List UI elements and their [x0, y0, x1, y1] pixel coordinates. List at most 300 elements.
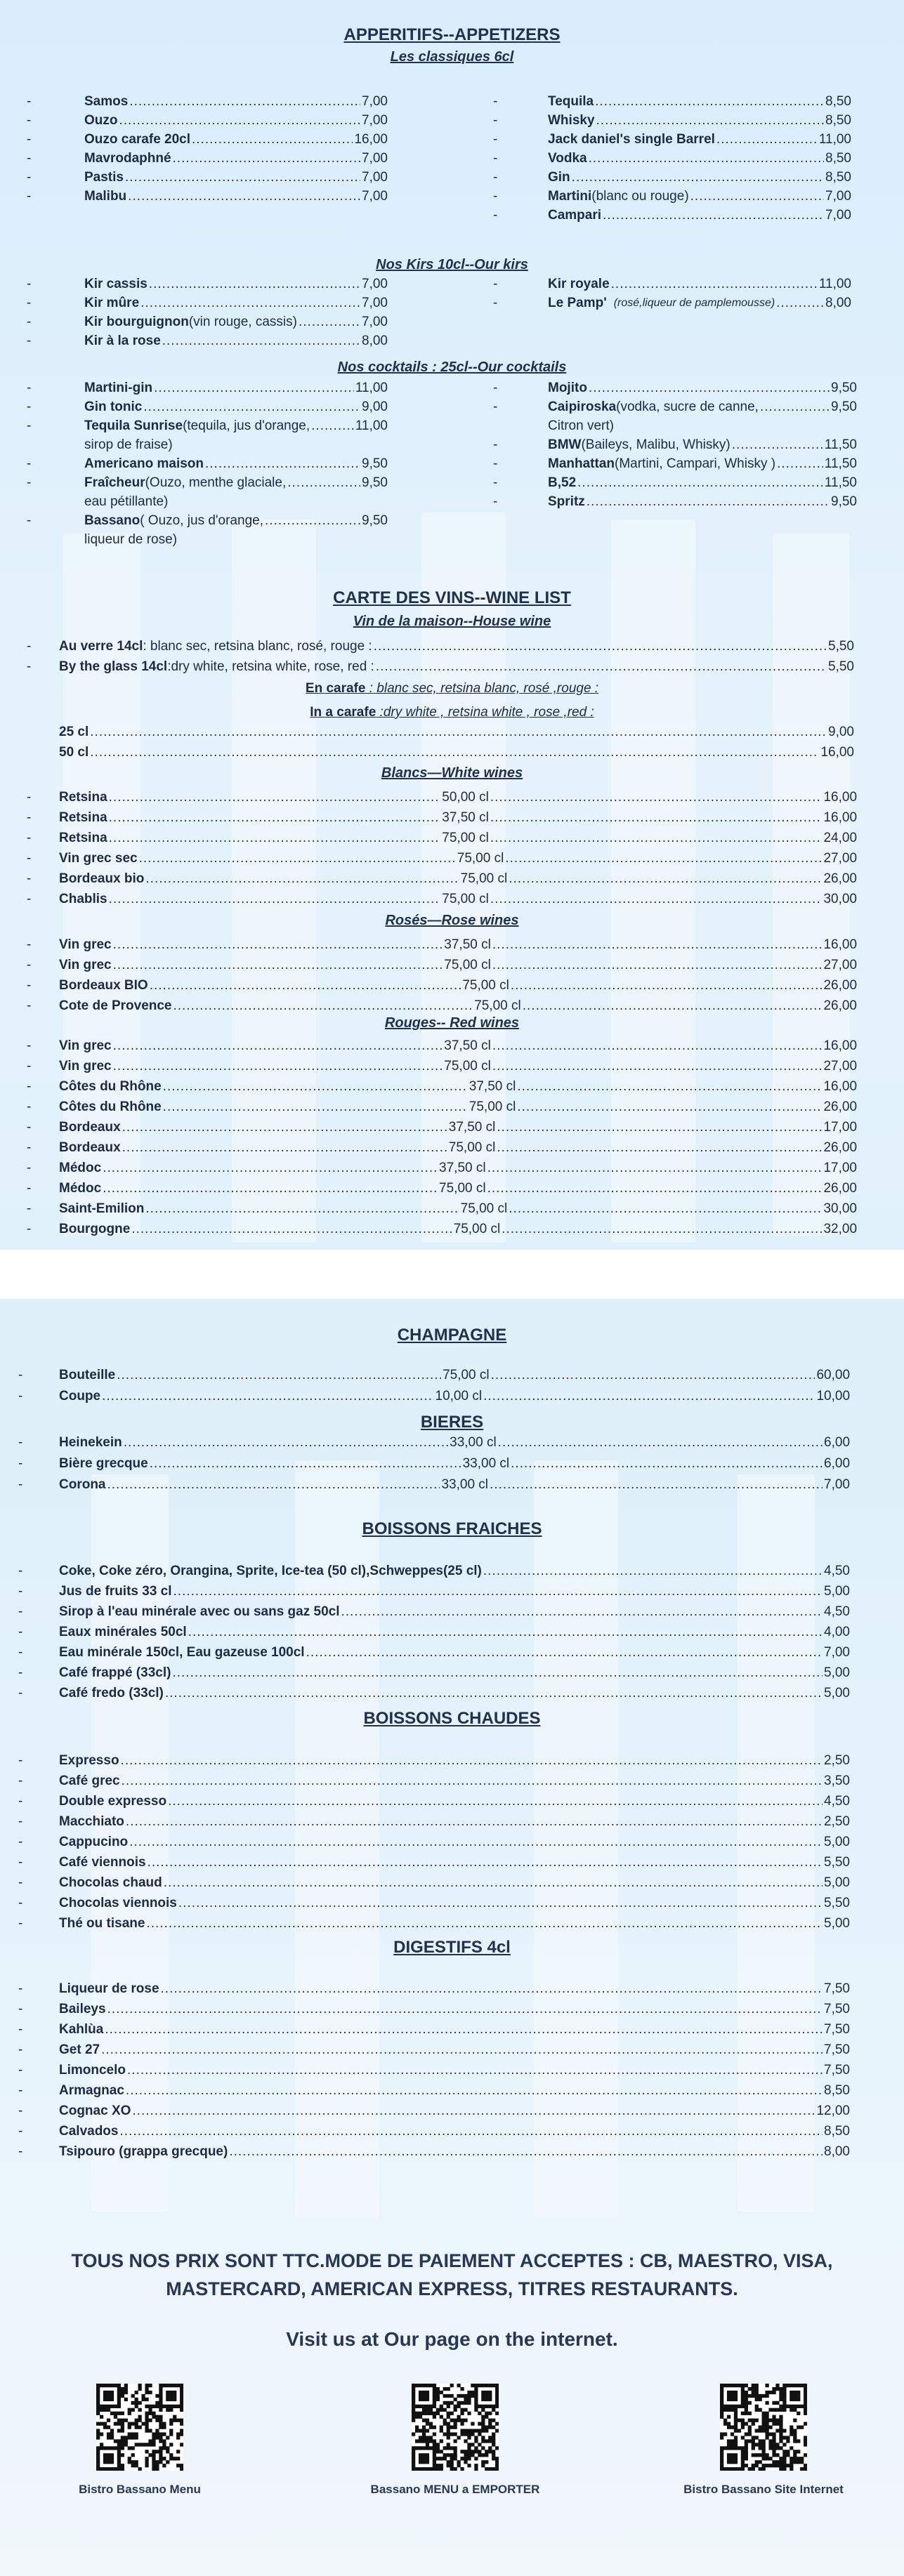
wine-title: CARTE DES VINS--WINE LIST [333, 588, 571, 607]
dot-leader [90, 723, 827, 741]
item-price: 5,50 [824, 1896, 850, 1910]
item-desc: (tequila, jus d'orange, [183, 418, 310, 433]
dot-leader [306, 1644, 823, 1662]
item-name: Côtes du Rhône [59, 1079, 162, 1094]
menu-row [59, 2122, 850, 2141]
menu-row [59, 1159, 857, 1177]
item-price: 9,50 [362, 513, 388, 528]
item-desc: ( Ouzo, jus d'orange, [140, 513, 263, 528]
dot-leader [603, 206, 824, 225]
item-price: 8,50 [825, 94, 851, 109]
item-name: Expresso [59, 1753, 119, 1768]
row-dash: - [493, 151, 498, 166]
dot-leader [502, 1220, 822, 1239]
carafe-fr-line [0, 680, 904, 698]
item-name: 50 cl [59, 745, 89, 760]
menu-row [548, 455, 857, 473]
row-dash: - [27, 871, 32, 886]
visit-line: Visit us at Our page on the internet. [286, 2328, 618, 2350]
dot-leader [311, 417, 354, 435]
item-name: Saint-Emilion [59, 1201, 145, 1216]
menu-row [59, 744, 854, 762]
row-dash: - [18, 1456, 23, 1471]
item-name: Vin grec sec [59, 851, 138, 866]
whites-subtitle: Blancs—White wines [381, 765, 523, 781]
row-dash: - [493, 437, 498, 452]
item-name: Heinekein [59, 1435, 122, 1450]
row-dash: - [493, 208, 498, 223]
dot-leader [490, 1476, 823, 1494]
dot-leader [572, 169, 824, 187]
item-price: 16,00 [823, 937, 858, 952]
menu-row [59, 936, 857, 954]
item-price: 11,00 [818, 277, 851, 291]
beers-title: BIERES [420, 1413, 484, 1432]
item-size: 37,50 cl [442, 810, 489, 825]
item-name: By the glass 14cl [59, 659, 168, 674]
carafe-en-label: In a carafe [310, 705, 376, 720]
row-dash: - [18, 1896, 23, 1910]
dot-leader [511, 977, 823, 995]
menu-row [84, 332, 388, 350]
menu-row [84, 474, 388, 492]
item-size: 75,00 cl [444, 958, 491, 972]
qr-code-website[interactable] [720, 2384, 807, 2471]
menu-row [84, 455, 388, 473]
qr-code-menu[interactable] [96, 2384, 183, 2471]
row-dash: - [18, 1604, 23, 1619]
item-size: 33,00 cl [441, 1477, 489, 1492]
dot-leader [490, 788, 823, 807]
item-price: 5,00 [824, 1584, 850, 1599]
menu-row [59, 809, 857, 827]
dot-leader [229, 2143, 823, 2161]
dot-leader [90, 744, 819, 762]
item-name: Tequila [548, 94, 594, 109]
item-name: Bassano [84, 513, 140, 528]
dot-leader [490, 809, 823, 827]
item-name: Bordeaux [59, 1140, 121, 1155]
dot-leader [716, 131, 818, 149]
item-price: 7,50 [824, 2002, 850, 2016]
dot-leader [517, 1098, 822, 1116]
house-wine-subtitle: Vin de la maison--House wine [353, 614, 551, 629]
item-price: 24,00 [823, 831, 858, 845]
item-price: 5,00 [824, 1916, 850, 1931]
menu-row [59, 1200, 857, 1218]
item-price: 17,00 [823, 1120, 858, 1135]
item-price: 7,00 [362, 315, 388, 329]
item-price: 8,50 [825, 151, 851, 166]
dot-leader [498, 1434, 823, 1452]
payment-line-1: TOUS NOS PRIX SONT TTC.MODE DE PAIEMENT ACCEPTES : CB, MAESTRO, VISA, [71, 2250, 833, 2271]
dot-leader [122, 1139, 447, 1157]
item-note: : blanc sec, retsina blanc, rosé, rouge : [143, 639, 372, 654]
row-dash: - [27, 418, 32, 433]
menu-row [548, 187, 851, 206]
dot-leader [113, 936, 443, 954]
menu-row [59, 1833, 850, 1851]
dot-leader [117, 1366, 441, 1385]
dot-leader [265, 512, 360, 530]
item-desc: (Ouzo, menthe glaciale, [145, 475, 287, 490]
item-price: 27,00 [823, 851, 858, 866]
item-size: 75,00 cl [442, 892, 489, 906]
item-price: 16,00 [823, 1079, 858, 1094]
row-dash: - [18, 1368, 23, 1382]
item-name: Ouzo carafe 20cl [84, 132, 191, 147]
item-name: Liqueur de rose [59, 1981, 159, 1996]
row-dash: - [27, 189, 32, 204]
cold-drinks-title: BOISSONS FRAICHES [362, 1519, 542, 1538]
qr-label-takeaway: Bassano MENU a EMPORTER [370, 2483, 540, 2496]
menu-row [59, 829, 857, 847]
menu-row [84, 112, 388, 130]
item-price: 5,00 [824, 1686, 850, 1700]
dot-leader [341, 1603, 823, 1621]
dot-leader [105, 2021, 823, 2039]
item-desc-line2: sirop de fraise) [84, 437, 173, 452]
menu-row [59, 1980, 850, 1998]
item-note: (rosé,liqueur de pamplemousse) [613, 297, 775, 309]
item-name: Ouzo [84, 113, 118, 128]
item-name: BMW [548, 437, 582, 452]
item-size: 75,00 cl [443, 1368, 490, 1382]
dot-leader [577, 474, 823, 492]
item-price: 4,50 [824, 1604, 850, 1619]
item-size: 75,00 cl [442, 831, 489, 845]
item-price: 9,50 [362, 475, 388, 490]
menu-row [84, 294, 388, 312]
item-note: (vin rouge, cassis) [188, 315, 297, 329]
dot-leader [374, 638, 827, 656]
item-name: Bordeaux [59, 1120, 121, 1135]
menu-row [84, 275, 388, 293]
item-size: 33,00 cl [462, 1456, 510, 1471]
row-dash: - [18, 1753, 23, 1768]
item-name: Eaux minérales 50cl [59, 1625, 187, 1639]
row-dash: - [18, 1774, 23, 1788]
item-desc: (vodka, sucre de canne, [616, 399, 759, 414]
item-size: 10,00 cl [435, 1389, 483, 1403]
menu-row [59, 1664, 850, 1682]
menu-row [84, 169, 388, 187]
dot-leader [119, 2122, 823, 2141]
item-price: 17,00 [823, 1161, 857, 1175]
dot-leader [124, 1434, 448, 1452]
dot-leader [173, 997, 473, 1015]
dot-leader [492, 1037, 823, 1055]
menu-row [548, 169, 851, 187]
dot-leader [113, 1057, 443, 1076]
row-dash: - [18, 1645, 23, 1660]
item-price: 5,50 [828, 639, 854, 654]
carafe-en-line [0, 704, 904, 722]
menu-row [59, 2082, 850, 2100]
item-price: 16,00 [823, 810, 858, 825]
row-dash: - [27, 639, 32, 654]
item-name: Macchiato [59, 1814, 124, 1829]
row-dash: - [493, 189, 498, 204]
dot-leader [128, 187, 360, 206]
dot-leader [376, 658, 827, 676]
menu-row [84, 417, 388, 435]
row-dash: - [27, 381, 32, 395]
qr-code-icon [720, 2384, 807, 2471]
menu-row [84, 512, 388, 530]
menu-row [59, 1874, 850, 1892]
item-name: Sirop à l'eau minérale avec ou sans gaz 50cl [59, 1604, 340, 1619]
dot-leader [483, 1387, 815, 1406]
item-name: Côtes du Rhône [59, 1099, 162, 1114]
item-name: Campari [548, 208, 602, 223]
item-price: 9,50 [362, 456, 388, 471]
dot-leader [178, 1894, 823, 1913]
item-name: Limoncelo [59, 2063, 126, 2078]
item-size: 75,00 cl [457, 851, 504, 866]
item-name: Jack daniel's single Barrel [548, 132, 715, 147]
cocktails-subtitle: Nos cocktails : 25cl--Our cocktails [337, 359, 567, 375]
row-dash: - [27, 399, 32, 414]
row-dash: - [18, 1686, 23, 1700]
menu-row [84, 93, 388, 111]
row-dash: - [18, 2144, 23, 2159]
item-name: Bouteille [59, 1368, 116, 1382]
dot-leader [192, 131, 353, 149]
dot-leader [492, 936, 823, 954]
item-price: 7,00 [824, 1645, 850, 1660]
dot-leader [490, 829, 823, 847]
menu-row [59, 638, 854, 656]
menu-row [84, 150, 388, 168]
digestifs-title: DIGESTIFS 4cl [393, 1938, 511, 1957]
item-price: 16,00 [823, 790, 858, 805]
dot-leader [149, 275, 360, 293]
item-size: 33,00 cl [450, 1435, 497, 1450]
row-dash: - [493, 277, 498, 291]
dot-leader [509, 1200, 822, 1218]
row-dash: - [27, 132, 32, 147]
item-name: Chocolas chaud [59, 1875, 162, 1890]
item-name: Coupe [59, 1389, 101, 1403]
item-price: 8,00 [362, 333, 388, 348]
dot-leader [154, 379, 354, 397]
menu-row [59, 1078, 857, 1096]
dot-leader [164, 1874, 823, 1892]
item-name: Cote de Provence [59, 998, 172, 1013]
item-price: 7,00 [362, 113, 388, 128]
dot-leader [140, 294, 360, 312]
dot-leader [487, 1159, 823, 1177]
item-price: 27,00 [823, 958, 858, 972]
row-dash: - [27, 1161, 32, 1175]
item-name: Kahlùa [59, 2022, 104, 2037]
menu-row [59, 723, 854, 741]
menu-row [59, 1139, 857, 1157]
menu-row [59, 1118, 857, 1137]
item-desc: (Baileys, Malibu, Whisky) [581, 437, 731, 452]
item-price: 27,00 [823, 1059, 858, 1074]
menu-row [548, 474, 857, 492]
item-name: Café viennois [59, 1855, 146, 1870]
item-price: 30,00 [823, 1201, 857, 1216]
dot-leader [492, 1057, 823, 1076]
item-price: 4,00 [824, 1625, 850, 1639]
item-name: Americano maison [84, 456, 204, 471]
row-dash: - [27, 1099, 32, 1114]
item-desc-line2: Citron vert) [548, 418, 614, 433]
row-dash: - [27, 1079, 32, 1094]
item-price: 5,50 [828, 659, 854, 674]
dot-leader [299, 313, 360, 331]
menu-row [59, 2000, 850, 2019]
dot-leader [165, 1684, 823, 1703]
row-dash: - [27, 1059, 32, 1074]
item-size: 37,50 cl [444, 1038, 491, 1053]
dot-leader [163, 1098, 468, 1116]
menu-row [59, 977, 857, 995]
menu-row [59, 997, 857, 1015]
item-name: Vin grec [59, 937, 112, 952]
dot-leader [776, 294, 824, 312]
row-dash: - [27, 296, 32, 310]
item-name: Retsina [59, 790, 107, 805]
item-price: 26,00 [823, 1140, 858, 1155]
qr-code-takeaway[interactable] [412, 2384, 499, 2471]
dot-leader [145, 870, 459, 888]
item-price: 7,00 [362, 94, 388, 109]
row-dash: - [493, 475, 498, 490]
item-name: Kir cassis [84, 277, 148, 291]
row-dash: - [18, 1916, 23, 1931]
item-name: Caipiroska [548, 399, 617, 414]
row-dash: - [27, 659, 32, 674]
item-price: 12,00 [816, 2103, 850, 2118]
item-desc-line2: liqueur de rose) [84, 532, 178, 547]
dot-leader [589, 150, 824, 168]
item-name: Samos [84, 94, 129, 109]
row-dash: - [27, 170, 32, 185]
dot-leader [102, 1387, 433, 1406]
item-price: 7,00 [825, 208, 851, 223]
item-name: Baileys [59, 2002, 106, 2016]
menu-row [84, 187, 388, 206]
item-price: 26,00 [823, 1099, 858, 1114]
row-dash: - [18, 1389, 23, 1403]
dot-leader [103, 1180, 438, 1198]
item-name: Get 27 [59, 2042, 100, 2057]
row-dash: - [27, 851, 32, 866]
item-name: Corona [59, 1477, 106, 1492]
item-name: Bordeaux bio [59, 871, 145, 886]
item-price: 32,00 [823, 1222, 858, 1236]
row-dash: - [493, 94, 498, 109]
row-dash: - [493, 399, 498, 414]
item-size: 75,00 cl [460, 871, 508, 886]
item-price: 7,00 [362, 189, 388, 204]
item-name: Le Pamp' [548, 296, 607, 310]
item-price: 7,00 [362, 296, 388, 310]
item-size: 75,00 cl [460, 1201, 508, 1216]
item-size: 75,00 cl [439, 1181, 486, 1196]
menu-row [59, 1583, 850, 1601]
row-dash: - [18, 1625, 23, 1639]
menu-row [548, 436, 857, 454]
item-name: Tequila Sunrise [84, 418, 183, 433]
row-dash: - [18, 2002, 23, 2016]
dot-leader [483, 1562, 823, 1580]
item-price: 11,00 [818, 132, 851, 147]
item-name: Eau minérale 150cl, Eau gazeuse 100cl [59, 1645, 305, 1660]
item-price: 10,00 [816, 1389, 851, 1403]
qr-code-icon [412, 2384, 499, 2471]
dot-leader [109, 890, 441, 909]
row-dash: - [27, 937, 32, 952]
menu-row [548, 379, 857, 397]
item-name: Cognac XO [59, 2103, 131, 2118]
menu-row [59, 2021, 850, 2039]
item-name: Calvados [59, 2124, 119, 2139]
menu-row [59, 1366, 850, 1385]
menu-row [59, 1854, 850, 1872]
item-price: 7,00 [825, 189, 851, 204]
dot-leader [188, 1623, 823, 1642]
dot-leader [491, 1366, 815, 1385]
menu-row [548, 398, 857, 416]
item-name: Double expresso [59, 1794, 167, 1809]
dot-leader [125, 169, 360, 187]
item-name: Bourgogne [59, 1222, 131, 1236]
item-name: Tsipouro (grappa grecque) [59, 2144, 228, 2159]
dot-leader [129, 93, 360, 111]
dot-leader [523, 997, 823, 1015]
item-price: 16,00 [354, 132, 388, 147]
item-price: 9,50 [831, 381, 857, 395]
dot-leader [139, 850, 456, 868]
carafe-fr-note: : blanc sec, retsina blanc, rosé ,rouge : [365, 681, 599, 696]
menu-row [59, 1455, 850, 1473]
dot-leader [287, 474, 360, 492]
menu-row [59, 1813, 850, 1831]
item-size: 37,50 cl [469, 1079, 516, 1094]
menu-row [59, 1603, 850, 1621]
item-price: 7,00 [362, 151, 388, 166]
item-price: 7,50 [824, 2042, 850, 2057]
item-price: 9,00 [828, 725, 854, 739]
item-name: Kir mûre [84, 296, 140, 310]
item-price: 2,50 [824, 1753, 850, 1768]
row-dash: - [27, 1140, 32, 1155]
item-name: Retsina [59, 831, 107, 845]
item-price: 26,00 [823, 998, 857, 1013]
item-price: 4,50 [824, 1794, 850, 1809]
row-dash: - [18, 2042, 23, 2057]
dot-leader [611, 275, 818, 293]
row-dash: - [27, 892, 32, 906]
row-dash: - [27, 1222, 32, 1236]
item-name: Kir à la rose [84, 333, 161, 348]
item-size: 75,00 cl [448, 1140, 496, 1155]
item-name: Martini-gin [84, 381, 153, 395]
menu-row [548, 150, 851, 168]
item-price: 26,00 [823, 871, 857, 886]
menu-row [59, 1476, 850, 1494]
item-price: 3,50 [824, 1774, 850, 1788]
row-dash: - [27, 1120, 32, 1135]
row-dash: - [27, 333, 32, 348]
menu-row [548, 112, 851, 130]
menu-row [59, 1098, 857, 1116]
